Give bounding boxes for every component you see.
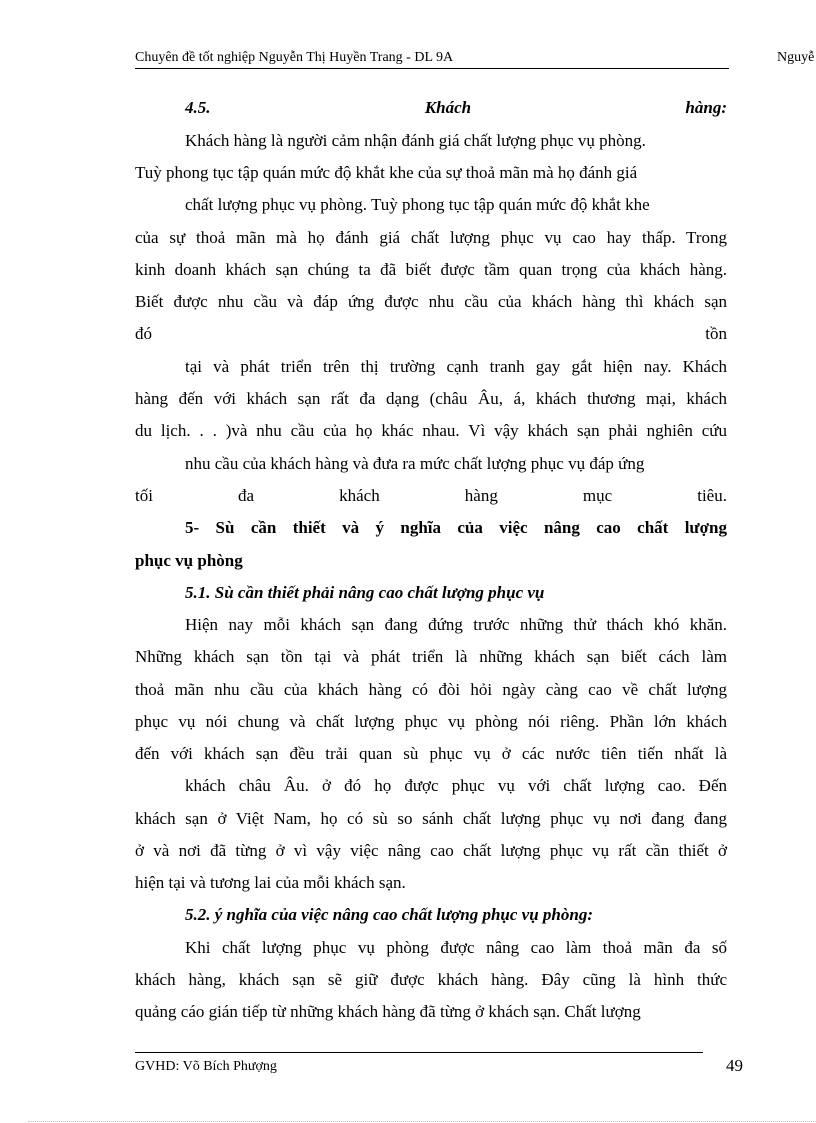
word: tối	[135, 486, 153, 505]
paragraph-line: thoả mãn nhu cầu của khách hàng có đòi hỏi ngày càng cao về chất lượng	[135, 680, 727, 699]
heading-word: hàng:	[685, 98, 727, 117]
paragraph-line-split	[135, 324, 727, 344]
paragraph-line: Tuỳ phong tục tập quán mức độ khắt khe của sự thoả mãn mà họ đánh giá	[135, 163, 638, 182]
paragraph-line: Những khách sạn tồn tại và phát triển là những khách sạn biết cách làm	[135, 647, 727, 666]
paragraph-line: hiện tại và tương lai của mỗi khách sạn.	[135, 873, 406, 892]
section-5-2-heading: 5.2. ý nghĩa của việc nâng cao chất lượng phục vụ phòng:	[185, 905, 593, 924]
paragraph-line: hàng đến với khách sạn rất đa dạng (châu Âu, á, khách thương mại, khách	[135, 389, 727, 408]
paragraph-line: Khi chất lượng phục vụ phòng được nâng cao làm thoả mãn đa số	[185, 938, 727, 957]
paragraph-line: phục vụ nói chung và chất lượng phục vụ phòng nói riêng. Phần lớn khách	[135, 712, 727, 731]
paragraph-line: đến với khách sạn đều trải quan sù phục vụ ở các nước tiên tiến nhất là	[135, 744, 727, 763]
word: đó	[135, 324, 152, 343]
word: hàng	[464, 486, 498, 505]
paragraph-line: Hiện nay mỗi khách sạn đang đứng trước những thử thách khó khăn.	[185, 615, 727, 634]
paragraph-line: nhu cầu của khách hàng và đưa ra mức chất lượng phục vụ đáp ứng	[185, 454, 645, 473]
section-5-heading-cont: phục vụ phòng	[135, 551, 243, 570]
word: tiêu.	[697, 486, 727, 505]
paragraph-line: Khách hàng là người cảm nhận đánh giá chất lượng phục vụ phòng.	[185, 131, 646, 150]
section-4-5-heading	[185, 98, 727, 118]
word: tồn	[705, 324, 727, 343]
paragraph-line: kinh doanh khách sạn chúng ta đã biết được tầm quan trọng của khách hàng.	[135, 260, 727, 279]
paragraph-line: du lịch. . . )và nhu cầu của họ khác nhau. Vì vậy khách sạn phải nghiên cứu	[135, 421, 727, 440]
section-5-heading: 5- Sù cần thiết và ý nghĩa của việc nâng cao chất lượng	[185, 518, 727, 537]
paragraph-line: khách sạn ở Việt Nam, họ có sù so sánh chất lượng phục vụ nơi đang đang	[135, 809, 727, 828]
page-number: 49	[726, 1056, 743, 1075]
page-bottom-dotted-line	[28, 1121, 816, 1122]
header-rule	[135, 68, 729, 69]
header-right-text: Nguyễ	[777, 50, 815, 65]
heading-word: Khách	[424, 98, 472, 117]
header-title: Chuyên đề tốt nghiệp Nguyễn Thị Huyền Trang - DL 9A	[135, 50, 454, 65]
section-number: 4.5.	[185, 98, 211, 117]
word: mục	[582, 486, 613, 505]
word: đa	[238, 486, 255, 505]
section-5-1-heading: 5.1. Sù cần thiết phải nâng cao chất lượng phục vụ	[185, 583, 545, 602]
word: khách	[339, 486, 380, 505]
paragraph-line: của sự thoả mãn mà họ đánh giá chất lượng phục vụ cao hay thấp. Trong	[135, 228, 727, 247]
paragraph-line: Biết được nhu cầu và đáp ứng được nhu cầu của khách hàng thì khách sạn	[135, 292, 727, 311]
paragraph-line: khách hàng, khách sạn sẽ giữ được khách hàng. Đây cũng là hình thức	[135, 970, 727, 989]
paragraph-line: ở và nơi đã từng ở vì vậy việc nâng cao chất lượng phục vụ rất cần thiết ở	[135, 841, 727, 860]
paragraph-line: chất lượng phục vụ phòng. Tuỳ phong tục tập quán mức độ khắt khe	[185, 195, 650, 214]
paragraph-line: quảng cáo gián tiếp từ những khách hàng đã từng ở khách sạn. Chất lượng	[135, 1002, 641, 1021]
paragraph-line-justified	[135, 486, 727, 506]
footer-advisor: GVHD: Võ Bích Phượng	[135, 1059, 277, 1074]
paragraph-line: khách châu Âu. ở đó họ được phục vụ với chất lượng cao. Đến	[185, 776, 727, 795]
footer-rule	[135, 1052, 703, 1053]
paragraph-line: tại và phát triển trên thị trường cạnh tranh gay gắt hiện nay. Khách	[185, 357, 727, 376]
